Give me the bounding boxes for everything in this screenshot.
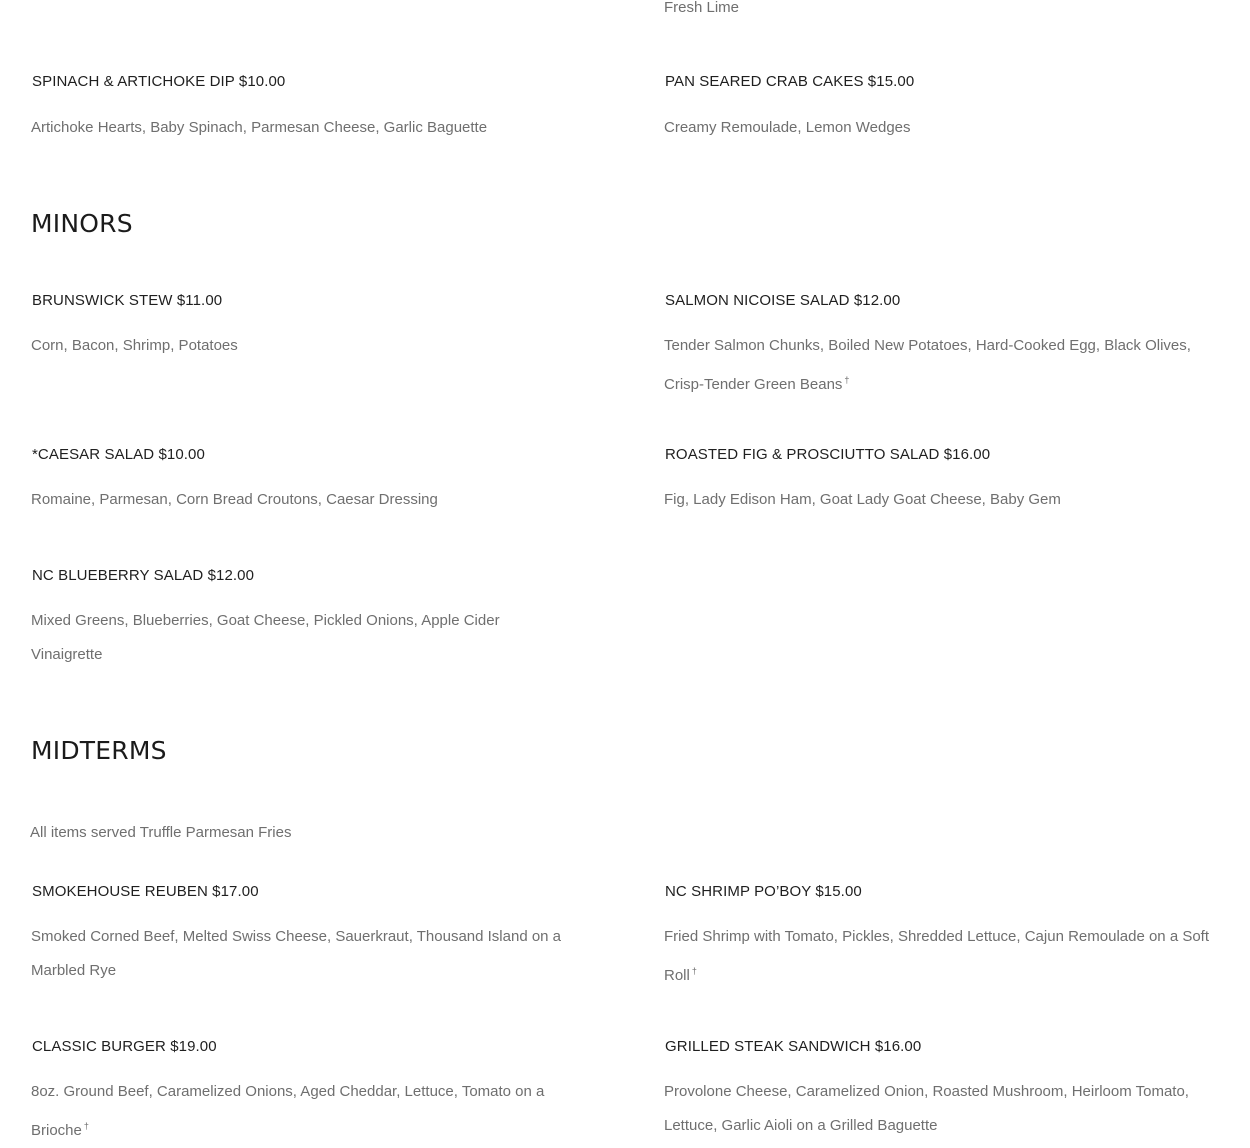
menu-item-title: BRUNSWICK STEW $11.00 bbox=[32, 292, 223, 309]
menu-item-title: NC BLUEBERRY SALAD $12.00 bbox=[32, 567, 255, 584]
section-note: All items served Truffle Parmesan Fries bbox=[30, 824, 292, 841]
menu-item-description: Romaine, Parmesan, Corn Bread Croutons, Caesar Dressing bbox=[31, 491, 438, 508]
dagger-mark: † bbox=[83, 1121, 89, 1131]
menu-item-description: Creamy Remoulade, Lemon Wedges bbox=[664, 119, 911, 136]
menu-item-title: PAN SEARED CRAB CAKES $15.00 bbox=[665, 73, 915, 90]
dagger-mark: † bbox=[844, 375, 850, 385]
menu-item-title: CLASSIC BURGER $19.00 bbox=[32, 1038, 217, 1055]
menu-item-description: Artichoke Hearts, Baby Spinach, Parmesan Cheese, Garlic Baguette bbox=[31, 119, 488, 136]
menu-item-description: 8oz. Ground Beef, Caramelized Onions, Aged Cheddar, Lettuce, Tomato on a Brioche † bbox=[31, 1083, 545, 1139]
section-title-minors: MINORS bbox=[31, 209, 133, 238]
dagger-mark: † bbox=[691, 966, 697, 976]
menu-item-description: Fresh Lime bbox=[664, 0, 740, 16]
menu-item-title: NC SHRIMP PO’BOY $15.00 bbox=[665, 883, 862, 900]
menu-item-description: Fig, Lady Edison Ham, Goat Lady Goat Cheese, Baby Gem bbox=[664, 491, 1061, 508]
menu-item-title: SPINACH & ARTICHOKE DIP $10.00 bbox=[32, 73, 286, 90]
menu-item-title: SALMON NICOISE SALAD $12.00 bbox=[665, 292, 901, 309]
section-title-midterms: MIDTERMS bbox=[31, 736, 167, 765]
menu-item-description: Provolone Cheese, Caramelized Onion, Roasted Mushroom, Heirloom Tomato, Lettuce, Garlic Aioli on a Grilled Baguette bbox=[664, 1083, 1189, 1134]
menu-item-title: *CAESAR SALAD $10.00 bbox=[32, 446, 205, 463]
menu-item-description: Corn, Bacon, Shrimp, Potatoes bbox=[31, 337, 238, 354]
menu-item-description: Mixed Greens, Blueberries, Goat Cheese, Pickled Onions, Apple Cider Vinaigrette bbox=[31, 612, 500, 663]
menu-item-title: GRILLED STEAK SANDWICH $16.00 bbox=[665, 1038, 922, 1055]
menu-item-title: SMOKEHOUSE REUBEN $17.00 bbox=[32, 883, 259, 900]
menu-item-description: Smoked Corned Beef, Melted Swiss Cheese, Sauerkraut, Thousand Island on a Marbled Rye bbox=[31, 928, 562, 979]
menu-item-description: Tender Salmon Chunks, Boiled New Potatoes, Hard-Cooked Egg, Black Olives, Crisp-Tender Green Beans † bbox=[664, 337, 1191, 393]
menu-item-description: Fried Shrimp with Tomato, Pickles, Shredded Lettuce, Cajun Remoulade on a Soft Roll † bbox=[664, 928, 1210, 984]
menu-item-title: ROASTED FIG & PROSCIUTTO SALAD $16.00 bbox=[665, 446, 991, 463]
